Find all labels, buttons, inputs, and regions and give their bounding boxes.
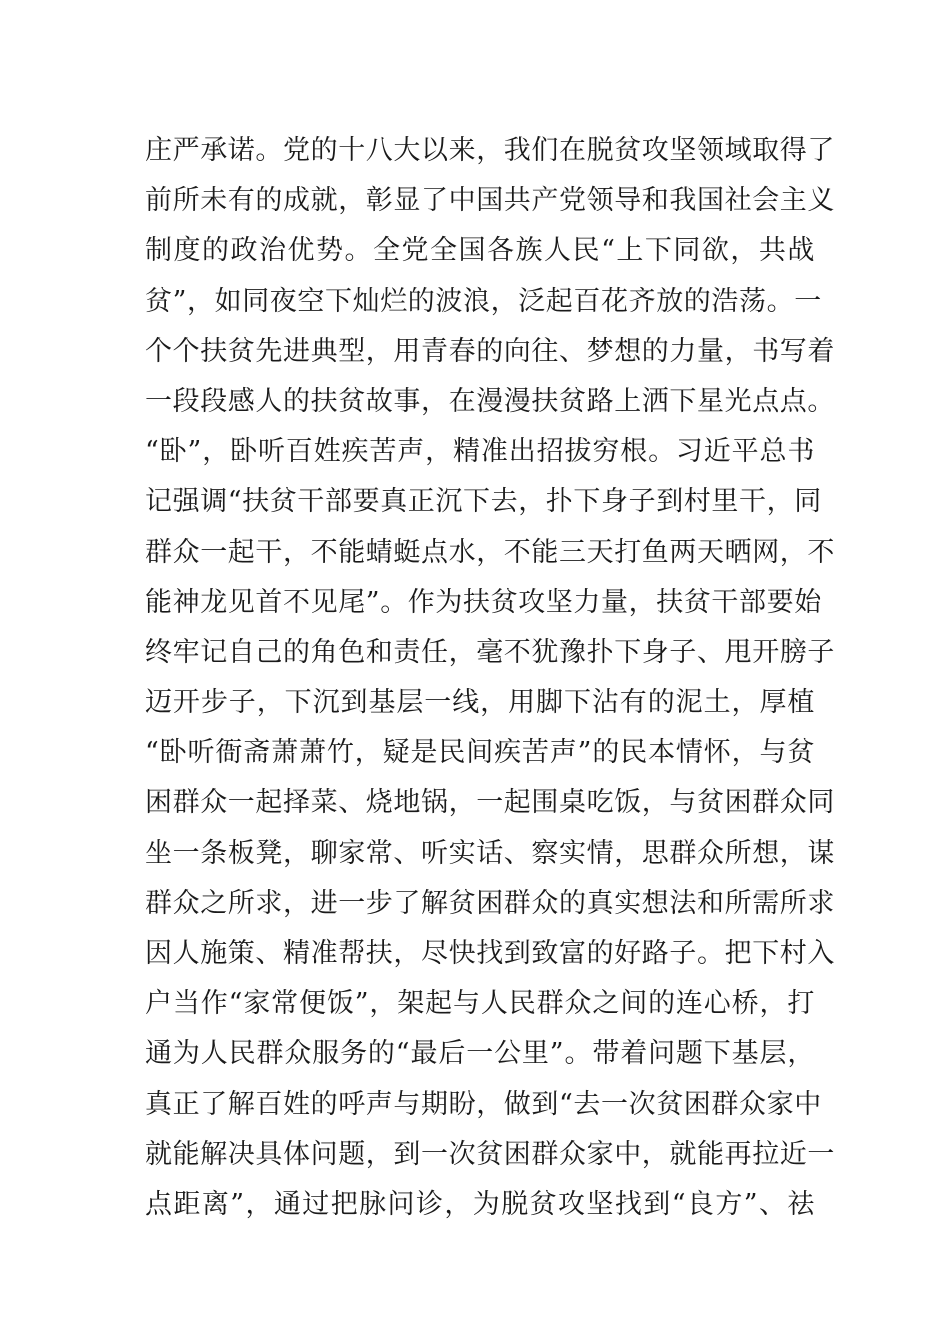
text-line: 贫”，如同夜空下灿烂的波浪，泛起百花齐放的浩荡。一 bbox=[145, 285, 822, 317]
text-line: 能神龙见首不见尾”。作为扶贫攻坚力量，扶贫干部要始 bbox=[145, 586, 822, 618]
text-line: 就能解决具体问题，到一次贫困群众家中，就能再拉近一 bbox=[145, 1138, 835, 1170]
text-line: 终牢记自己的角色和责任，毫不犹豫扑下身子、甩开膀子 bbox=[145, 636, 835, 668]
body-paragraph bbox=[145, 126, 835, 1230]
text-line: “卧听衙斋萧萧竹，疑是民间疾苦声”的民本情怀，与贫 bbox=[145, 737, 815, 769]
text-line: 制度的政治优势。全党全国各族人民“上下同欲，共战 bbox=[145, 235, 815, 267]
text-line: 一段段感人的扶贫故事，在漫漫扶贫路上洒下星光点点。 bbox=[145, 385, 835, 417]
text-line: 记强调“扶贫干部要真正沉下去，扑下身子到村里干，同 bbox=[145, 486, 822, 518]
text-line: 个个扶贫先进典型，用青春的向往、梦想的力量，书写着 bbox=[145, 335, 835, 367]
text-line: 户当作“家常便饭”，架起与人民群众之间的连心桥，打 bbox=[145, 988, 815, 1020]
text-line: 困群众一起择菜、烧地锅，一起围桌吃饭，与贫困群众同 bbox=[145, 787, 835, 819]
text-line: 庄严承诺。党的十八大以来，我们在脱贫攻坚领域取得了 bbox=[145, 135, 835, 166]
text-line: 群众一起干，不能蜻蜓点水，不能三天打鱼两天晒网，不 bbox=[145, 536, 835, 568]
text-line: 因人施策、精准帮扶，尽快找到致富的好路子。把下村入 bbox=[145, 938, 835, 969]
text-line: “卧”，卧听百姓疾苦声，精准出招拔穷根。习近平总书 bbox=[145, 436, 815, 468]
text-line: 真正了解百姓的呼声与期盼，做到“去一次贫困群众家中 bbox=[145, 1088, 822, 1120]
text-line: 迈开步子，下沉到基层一线，用脚下沾有的泥土，厚植 bbox=[145, 687, 815, 719]
text-line: 群众之所求，进一步了解贫困群众的真实想法和所需所求 bbox=[145, 887, 835, 919]
text-line: 前所未有的成就，彰显了中国共产党领导和我国社会主义 bbox=[145, 185, 835, 217]
text-line: 坐一条板凳，聊家常、听实话、察实情，思群众所想，谋 bbox=[145, 837, 835, 869]
text-line: 通为人民群众服务的“最后一公里”。带着问题下基层， bbox=[145, 1038, 815, 1070]
text-line: 点距离”，通过把脉问诊，为脱贫攻坚找到“良方”、祛 bbox=[145, 1188, 815, 1220]
